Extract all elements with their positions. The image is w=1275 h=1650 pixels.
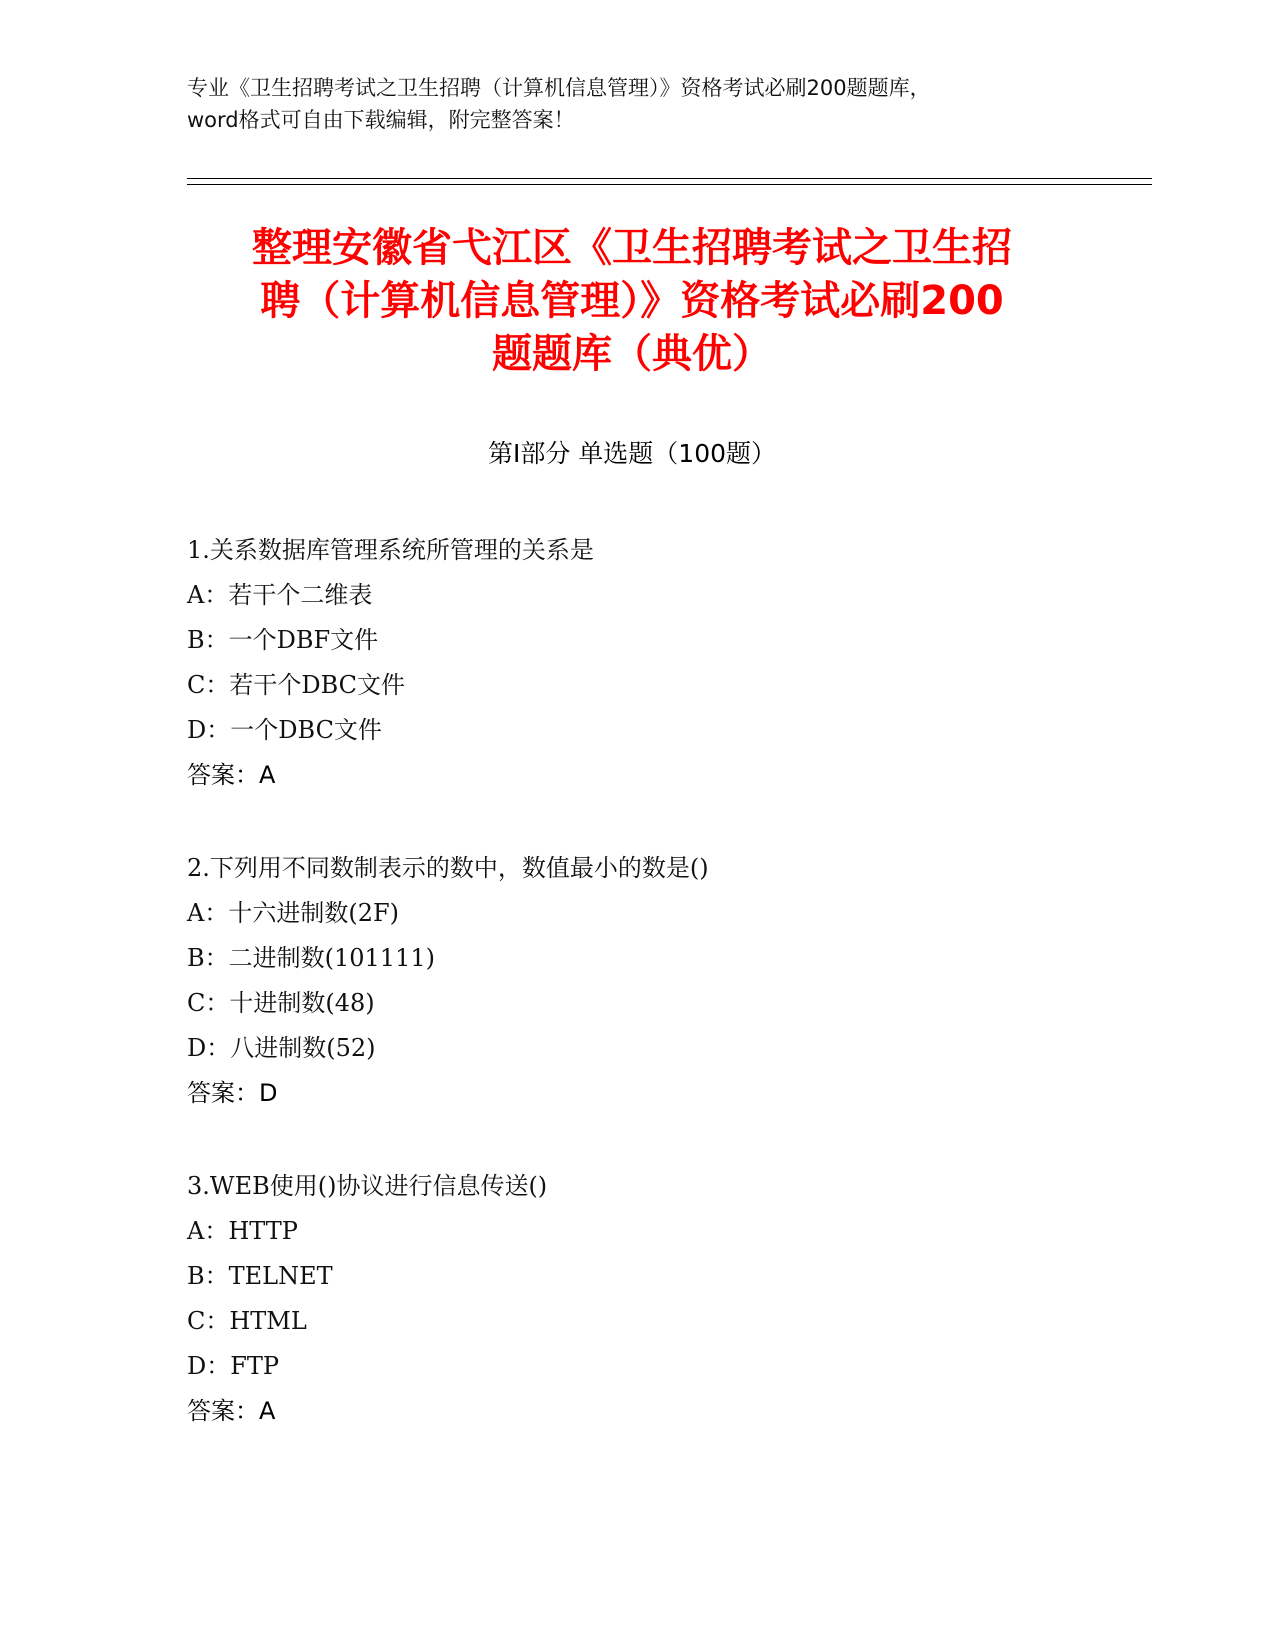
header-note-line-2: word格式可自由下载编辑，附完整答案！ xyxy=(187,108,575,132)
option-a: A：HTTP xyxy=(187,1217,298,1245)
option-b: B：二进制数(101111) xyxy=(187,944,435,972)
question-stem: 1.关系数据库管理系统所管理的关系是 xyxy=(187,536,594,564)
option-c: C：若干个DBC文件 xyxy=(187,671,406,699)
header-note-line-1: 专业《卫生招聘考试之卫生招聘（计算机信息管理）》资格考试必刷200题题库， xyxy=(187,76,931,100)
option-d: D：FTP xyxy=(187,1352,280,1380)
option-d: D：一个DBC文件 xyxy=(187,716,382,744)
question-stem: 3.WEB使用()协议进行信息传送() xyxy=(187,1172,548,1200)
option-b: B：TELNET xyxy=(187,1262,333,1290)
question-stem: 2.下列用不同数制表示的数中，数值最小的数是() xyxy=(187,854,709,882)
option-c: C：十进制数(48) xyxy=(187,989,375,1017)
answer: 答案：A xyxy=(187,761,276,789)
option-a: A：十六进制数(2F) xyxy=(187,899,399,927)
header-divider-bottom xyxy=(187,184,1152,185)
document-title-line-2: 聘（计算机信息管理）》资格考试必刷200 xyxy=(260,278,1004,324)
header-note xyxy=(187,72,1087,136)
section-title: 第I部分 单选题（100题） xyxy=(487,439,777,468)
option-b: B：一个DBF文件 xyxy=(187,626,379,654)
question-1 xyxy=(187,528,1087,798)
header-divider-top xyxy=(187,178,1152,179)
document-title-line-1: 整理安徽省弋江区《卫生招聘考试之卫生招 xyxy=(252,225,1012,271)
question-2 xyxy=(187,846,1087,1116)
option-c: C：HTML xyxy=(187,1307,307,1335)
document-title xyxy=(187,222,1077,381)
document-title-line-3: 题题库（典优） xyxy=(492,331,772,377)
answer: 答案：A xyxy=(187,1397,276,1425)
option-a: A：若干个二维表 xyxy=(187,581,373,609)
option-d: D：八进制数(52) xyxy=(187,1034,376,1062)
question-3 xyxy=(187,1164,1087,1434)
answer: 答案：D xyxy=(187,1079,278,1107)
